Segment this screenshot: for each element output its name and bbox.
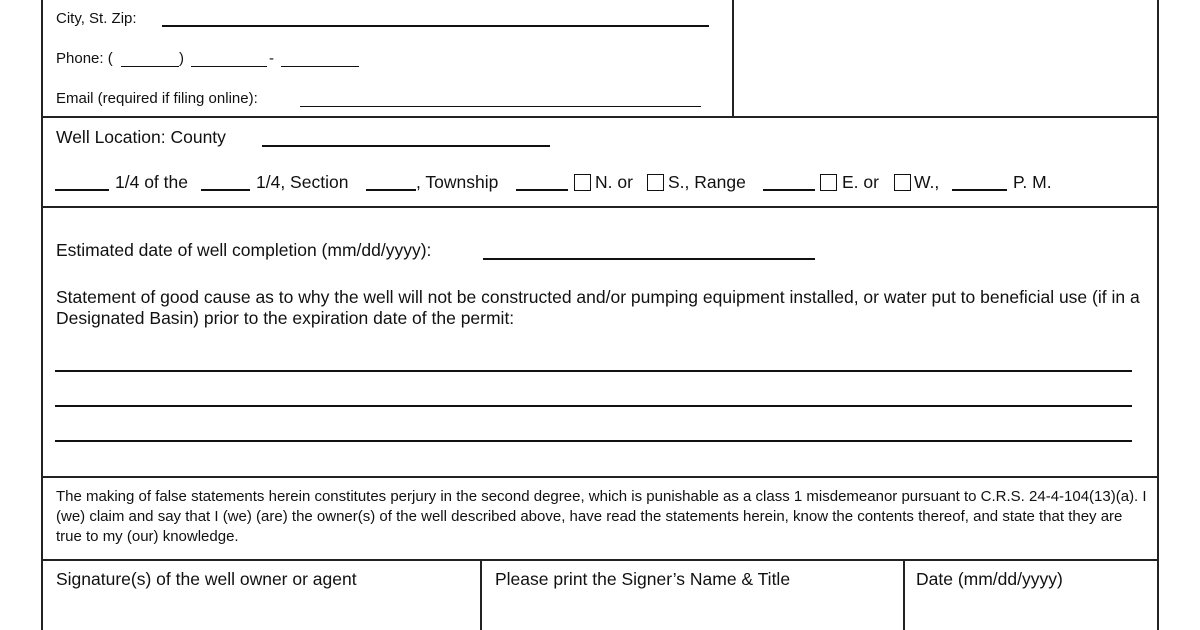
section-label: 1/4, Section xyxy=(256,172,349,192)
completion-date-label: Estimated date of well completion (mm/dd/yyyy): xyxy=(56,240,432,260)
phone-dash: - xyxy=(269,50,274,67)
section-divider-2 xyxy=(41,206,1158,208)
email-field[interactable] xyxy=(300,106,701,107)
pm-label: P. M. xyxy=(1013,172,1052,192)
signature-date-field[interactable] xyxy=(905,592,1156,630)
good-cause-line-3[interactable] xyxy=(55,440,1132,442)
good-cause-line-1[interactable] xyxy=(55,370,1132,372)
signature-label: Signature(s) of the well owner or agent xyxy=(56,569,357,589)
south-checkbox[interactable] xyxy=(647,174,664,191)
signature-date-label: Date (mm/dd/yyyy) xyxy=(916,569,1063,589)
township-label: , Township xyxy=(416,172,499,192)
phone-paren: ) xyxy=(179,50,184,67)
section-divider-4 xyxy=(41,559,1158,561)
east-checkbox[interactable] xyxy=(820,174,837,191)
section-divider-1 xyxy=(41,116,1158,118)
range-field[interactable] xyxy=(763,189,815,191)
pm-field[interactable] xyxy=(952,189,1007,191)
quarter-of-label: 1/4 of the xyxy=(115,172,188,192)
county-field[interactable] xyxy=(262,145,550,147)
good-cause-prompt: Statement of good cause as to why the well will not be constructed and/or pumping equipment installed, or water put to beneficial use (if in a Designated Basin) prior to the expiration date of the permit: xyxy=(56,287,1140,328)
form-border-right xyxy=(1157,0,1159,630)
signer-name-label: Please print the Signer’s Name & Title xyxy=(495,569,791,589)
email-label: Email (required if filing online): xyxy=(56,90,258,107)
quarter-field[interactable] xyxy=(201,189,250,191)
west-checkbox[interactable] xyxy=(894,174,911,191)
city-label: City, St. Zip: xyxy=(56,10,137,27)
north-label: N. or xyxy=(595,172,633,192)
perjury-statement: The making of false statements herein constitutes perjury in the second degree, which is punishable as a class 1 misdemeanor pursuant to C.R.S. 24-4-104(13)(a). I (we) claim and say that I (we) (are) the owner(s) of the well described above, have read the statements herein, know the contents thereof, and state that they are true to my (our) knowledge. xyxy=(56,488,1147,545)
section-field[interactable] xyxy=(366,189,416,191)
phone-line-field[interactable] xyxy=(281,66,359,67)
applicant-block-divider xyxy=(732,0,734,116)
good-cause-line-2[interactable] xyxy=(55,405,1132,407)
township-field[interactable] xyxy=(516,189,568,191)
county-label: Well Location: County xyxy=(56,127,226,147)
phone-prefix-field[interactable] xyxy=(191,66,267,67)
north-checkbox[interactable] xyxy=(574,174,591,191)
city-field[interactable] xyxy=(162,25,709,27)
section-divider-3 xyxy=(41,476,1158,478)
west-label: W., xyxy=(914,172,940,192)
signature-field[interactable] xyxy=(43,592,479,630)
south-label: S., Range xyxy=(668,172,746,192)
east-label: E. or xyxy=(842,172,879,192)
form-border-left xyxy=(41,0,43,630)
signer-name-field[interactable] xyxy=(482,592,902,630)
phone-area-code-field[interactable] xyxy=(121,66,179,67)
quarter-quarter-field[interactable] xyxy=(55,189,109,191)
phone-label: Phone: ( xyxy=(56,50,113,67)
completion-date-field[interactable] xyxy=(483,258,815,260)
